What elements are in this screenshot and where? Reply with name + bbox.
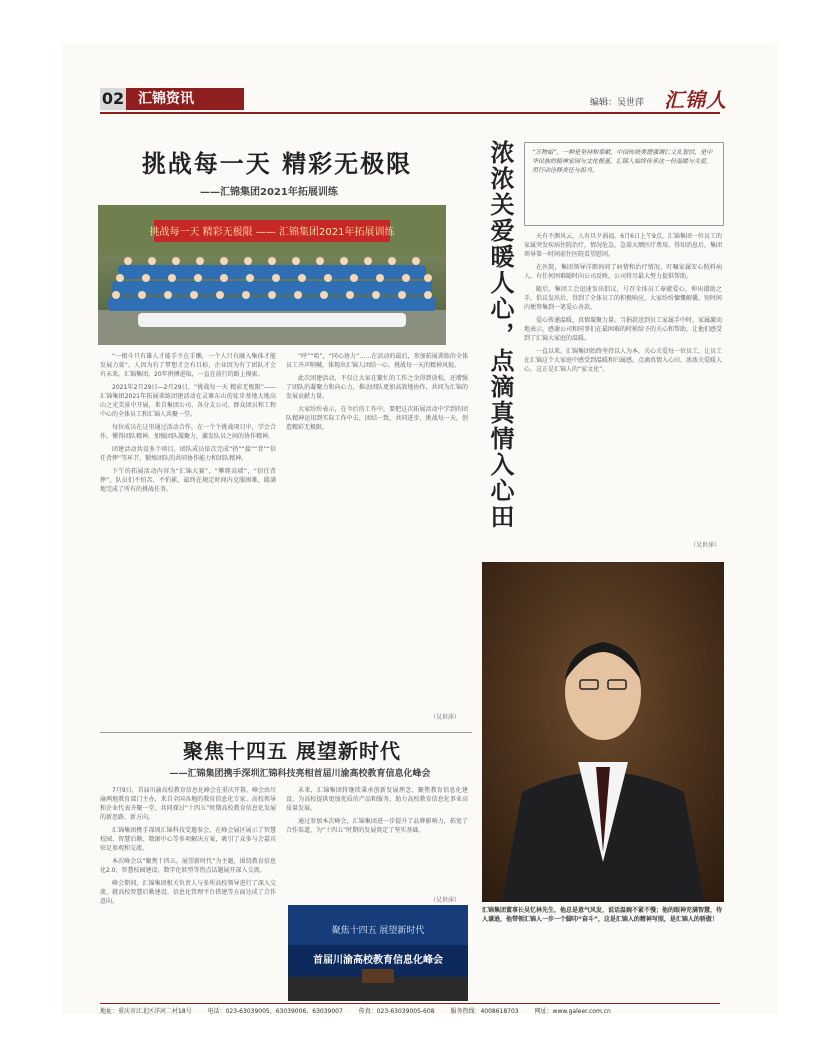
footer-tel: 电话：023-63039005、63039006、63039007 — [207, 1008, 343, 1015]
article2-column-1: 7月9日，首届川渝高校教育信息化峰会在重庆开幕，峰会由川渝两地教育部门主办，来自全国各地的教育信息化专家、高校领导和企业代表齐聚一堂，共同探讨“十四五”时期高校教育信息化发展的新思路、新方向。 汇锦集团携手深圳汇锦科技受邀参会，在峰会展区展示了智慧校园、智慧后勤、数据中心等多项解决方案，吸引了众多与会嘉宾驻足参观和交流。 本次峰会以“聚焦十四五，展望新时代”为主题，围绕教育信息化2.0、智慧校园建设、数字化转型等热点话题展开深入交流。 峰会期间，汇锦集团相关负责人与多所高校领导进行了深入交流，就高校智慧后勤建设、信息化管理平台搭建等方面达成了合作意向。 — [100, 787, 276, 905]
feature-vertical-title: 浓浓关爱暖人心，点滴真情入心田 — [486, 140, 515, 530]
footer-rule — [100, 1003, 720, 1004]
svg-text:挑战每一天 精彩无极限 —— 汇锦集团2021年拓展训练: 挑战每一天 精彩无极限 —— 汇锦集团2021年拓展训练 — [149, 227, 395, 238]
article2-title: 聚焦十四五 展望新时代 — [183, 739, 401, 763]
article1-signature: （吴世萍） — [430, 714, 461, 721]
footer-address: 地址：重庆市江北区洋河二村18号 — [100, 1008, 192, 1015]
feature-quote: “万物始”，一种是坚持和奉献，中国传统美德强调仁义礼智信，是中华民族的精神家园与文化根基，汇锦人始终传承这一份温暖与关爱，用行动诠释责任与担当。 — [532, 149, 713, 174]
summit-photo — [288, 905, 468, 1001]
article2-divider — [100, 732, 472, 733]
article1-column-2: “呼”“哈”，“同心协力”……在活动的最后，参加拓展训练的全体员工齐声呐喊，体现出汇锦人团结一心，挑战每一天的精神风貌。 此次团建活动，不仅让大家在繁忙的工作之余得到放松，还增强了团队的凝聚力和向心力，推动团队更加高效地协作，共同为汇锦的发展贡献力量。 大家纷纷表示，在今后的工作中，要把这次拓展活动中学到的团队精神运用到实际工作中去，团结一致，共同进步，挑战每一天，创造精彩无极限。 — [286, 353, 468, 431]
feature-body: 天有不测风云，人有旦夕祸福。6月6日上午9点，汇锦集团一位员工的家属突发疾病住院治疗，情况危急，急需大额医疗费用。得知消息后，集团领导第一时间前往医院看望慰问。 在医院，集团领导详细询问了病情和治疗情况，叮嘱家属安心照料病人，有任何困难随时向公司反映，公司将尽最大努力提供帮助。 随后，集团工会迅速发出倡议，号召全体员工奉献爱心，伸出援助之手。倡议发出后，得到了全体员工的积极响应，大家纷纷慷慨解囊，短时间内便筹集到一笔爱心善款。 爱心传递温暖，真情凝聚力量。当捐款送到员工家属手中时，家属激动地表示，感谢公司和同事们在最困难的时候给予的关心和帮助，让他们感受到了汇锦大家庭的温暖。 一直以来，汇锦集团始终坚持以人为本，关心关爱每一位员工，让员工在汇锦这个大家庭中感受到温暖和归属感。点滴真情入心田，浓浓关爱暖人心，这正是汇锦人的“家文化”。 — [524, 233, 723, 373]
article1-subtitle: ——汇锦集团2021年拓展训练 — [200, 187, 338, 198]
masthead-logo: 汇锦人 — [664, 88, 727, 112]
footer-hotline: 服务热线：4008618703 — [450, 1008, 519, 1015]
footer-fax: 传真：023-63039005-608 — [358, 1008, 435, 1015]
footer-website: 网址：www.galeer.com.cn — [534, 1008, 611, 1015]
portrait-caption: 汇锦集团董事长吴忆林先生，他总是意气风发，说话温婉不紧不慢；他的眼神充满智慧，待人谦逊，他带领汇锦人一步一个脚印“奋斗”，这是汇锦人的精神写照，是汇锦人的骄傲！ — [482, 907, 723, 923]
article2-column-2: 未来，汇锦集团将继续秉承创新发展理念，聚焦教育信息化建设，为高校提供更加优质的产品和服务，助力高校教育信息化事业高质量发展。 通过参加本次峰会，汇锦集团进一步提升了品牌影响力，拓宽了合作渠道，为“十四五”时期的发展奠定了坚实基础。 — [286, 787, 468, 834]
svg-text:首届川渝高校教育信息化峰会: 首届川渝高校教育信息化峰会 — [313, 955, 443, 966]
page-number: 02 — [101, 89, 125, 108]
header-rule — [100, 112, 720, 114]
feature-signature: （吴世萍） — [690, 542, 721, 549]
feature-quote-box — [524, 142, 724, 226]
editor-credit: 编辑：吴世萍 — [590, 98, 645, 108]
article1-title: 挑战每一天 精彩无极限 — [141, 149, 413, 178]
footer — [100, 1006, 720, 1015]
svg-text:聚焦十四五 展望新时代: 聚焦十四五 展望新时代 — [331, 926, 425, 936]
group-photo — [98, 205, 446, 345]
article2-signature: （吴世萍） — [430, 897, 461, 904]
chairman-portrait — [482, 562, 724, 902]
article1-column-1: “一根斗只有雄人才能手不在手懒，一个人只有融入集体才能发展力量”，人因为有了梦想才会有目标，企业因为有了团队才会有未来。汇锦集团，20年拼搏进取，一直在前行的路上摸索。 2021年2月29日—2月29日，“挑战每一天 精彩无极限”——汇锦集团2021年拓展训练团建活动在灵寨东山的徒步基地大地高山之光美景中开展，来自集团公司、各分支公司、群众团员和工程中心的全体员工和汇锦人共聚一堂。 每位成员在这里通过活动合作，在一个个挑战项目中，学会合作，懂得团队精神，加强团队凝聚力，激发队员之间的协作精神。 团建活动共设多个项目，团队成员依次完成“扔”“接”“背”“信任背摔”等环节，锻炼团队的共同协作能力和团队精神。 下午的拓展活动内容为“汇锦大赛”，“攀爬高墙”，“信任背摔”，队员们不怕苦、不怕累，最终在规定时间内克服困难，圆满地完成了所有的挑战任务。 — [100, 353, 276, 493]
section-tag: 汇锦资讯 — [126, 88, 244, 110]
article2-subtitle: ——汇锦集团携手深圳汇锦科技亮相首届川渝高校教育信息化峰会 — [169, 769, 431, 779]
